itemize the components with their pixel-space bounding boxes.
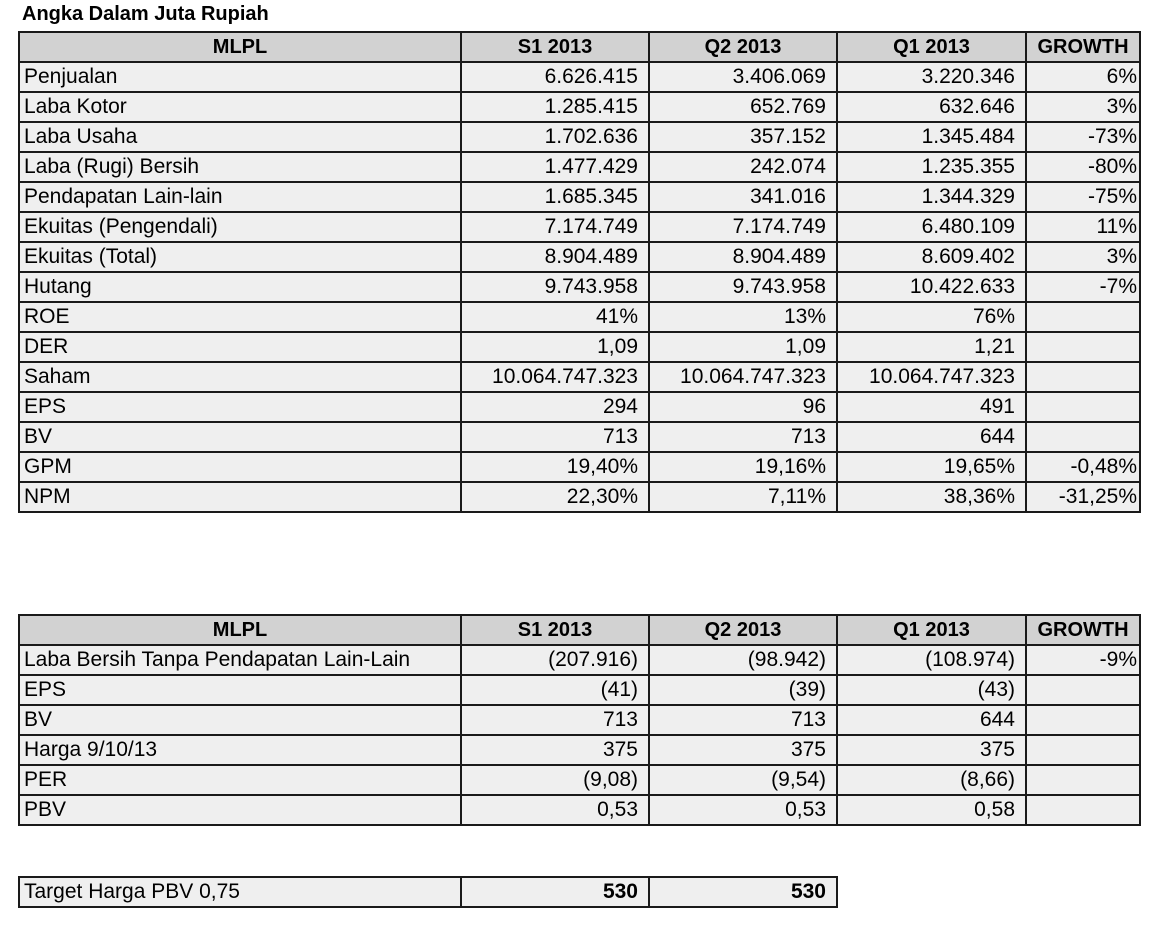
table-cell: 19,40% xyxy=(461,452,649,482)
table-cell xyxy=(1026,795,1140,825)
table-cell xyxy=(1026,422,1140,452)
table-cell: (41) xyxy=(461,675,649,705)
table-cell: 6.626.415 xyxy=(461,62,649,92)
table-cell xyxy=(1026,392,1140,422)
table-cell: 341.016 xyxy=(649,182,837,212)
valuation-table xyxy=(18,614,1141,826)
column-header: GROWTH xyxy=(1026,32,1140,62)
table-cell: 713 xyxy=(461,422,649,452)
table-cell xyxy=(1026,735,1140,765)
table-cell: -31,25% xyxy=(1026,482,1140,512)
row-label: PER xyxy=(19,765,461,795)
row-label: BV xyxy=(19,705,461,735)
row-label: DER xyxy=(19,332,461,362)
column-header: GROWTH xyxy=(1026,615,1140,645)
row-label: Laba Bersih Tanpa Pendapatan Lain-Lain xyxy=(19,645,461,675)
row-label: Ekuitas (Pengendali) xyxy=(19,212,461,242)
table-cell: 13% xyxy=(649,302,837,332)
row-label: Hutang xyxy=(19,272,461,302)
table-cell: -0,48% xyxy=(1026,452,1140,482)
table-cell: 1.285.415 xyxy=(461,92,649,122)
table-cell: (8,66) xyxy=(837,765,1026,795)
table-cell: 8.904.489 xyxy=(649,242,837,272)
table-row xyxy=(19,422,1140,452)
row-label: NPM xyxy=(19,482,461,512)
table-cell: 0,53 xyxy=(649,795,837,825)
table-cell: (98.942) xyxy=(649,645,837,675)
table-cell xyxy=(1026,705,1140,735)
table-cell: (43) xyxy=(837,675,1026,705)
table-cell: 10.064.747.323 xyxy=(837,362,1026,392)
row-label: Penjualan xyxy=(19,62,461,92)
table-row xyxy=(19,362,1140,392)
table-cell: 7,11% xyxy=(649,482,837,512)
table-row xyxy=(19,735,1140,765)
table-cell: 1.235.355 xyxy=(837,152,1026,182)
table-cell xyxy=(1026,302,1140,332)
table-cell: 96 xyxy=(649,392,837,422)
table-row xyxy=(19,212,1140,242)
column-header: Q1 2013 xyxy=(837,32,1026,62)
table-cell: 19,16% xyxy=(649,452,837,482)
table-cell: 19,65% xyxy=(837,452,1026,482)
target-price-row xyxy=(19,877,837,907)
row-label: EPS xyxy=(19,392,461,422)
table-cell: -73% xyxy=(1026,122,1140,152)
table-cell: 1.685.345 xyxy=(461,182,649,212)
target-price-label: Target Harga PBV 0,75 xyxy=(19,877,461,907)
table-row xyxy=(19,152,1140,182)
table-cell: 7.174.749 xyxy=(649,212,837,242)
table-cell xyxy=(1026,675,1140,705)
table-row xyxy=(19,452,1140,482)
column-header: S1 2013 xyxy=(461,615,649,645)
table-caption: Angka Dalam Juta Rupiah xyxy=(22,3,269,25)
row-label: Laba Kotor xyxy=(19,92,461,122)
table-cell: -80% xyxy=(1026,152,1140,182)
row-label: BV xyxy=(19,422,461,452)
row-label: PBV xyxy=(19,795,461,825)
row-label: EPS xyxy=(19,675,461,705)
table-cell: 22,30% xyxy=(461,482,649,512)
table-cell: 76% xyxy=(837,302,1026,332)
table-cell: (108.974) xyxy=(837,645,1026,675)
table-cell: 11% xyxy=(1026,212,1140,242)
header-row xyxy=(19,32,1140,62)
table-cell: 375 xyxy=(837,735,1026,765)
table-cell: -9% xyxy=(1026,645,1140,675)
row-label: Ekuitas (Total) xyxy=(19,242,461,272)
table-row xyxy=(19,62,1140,92)
column-header: Q2 2013 xyxy=(649,615,837,645)
target-price-s1: 530 xyxy=(461,877,649,907)
column-header: Q2 2013 xyxy=(649,32,837,62)
table-cell: 9.743.958 xyxy=(461,272,649,302)
table-cell: 9.743.958 xyxy=(649,272,837,302)
table-cell: 644 xyxy=(837,705,1026,735)
table-cell: 1,09 xyxy=(461,332,649,362)
row-label: Laba Usaha xyxy=(19,122,461,152)
header-row xyxy=(19,615,1140,645)
table-cell: 10.064.747.323 xyxy=(461,362,649,392)
table-row xyxy=(19,242,1140,272)
table-cell: 1,21 xyxy=(837,332,1026,362)
column-header: MLPL xyxy=(19,32,461,62)
table-cell: 491 xyxy=(837,392,1026,422)
table-cell: 1.702.636 xyxy=(461,122,649,152)
table-cell: 1.477.429 xyxy=(461,152,649,182)
table-cell: (39) xyxy=(649,675,837,705)
table-cell: -75% xyxy=(1026,182,1140,212)
row-label: Laba (Rugi) Bersih xyxy=(19,152,461,182)
table-cell: 375 xyxy=(461,735,649,765)
table-cell: 8.904.489 xyxy=(461,242,649,272)
table-row xyxy=(19,332,1140,362)
table-cell: 652.769 xyxy=(649,92,837,122)
row-label: Pendapatan Lain-lain xyxy=(19,182,461,212)
table-cell: 644 xyxy=(837,422,1026,452)
table-cell: (207.916) xyxy=(461,645,649,675)
row-label: GPM xyxy=(19,452,461,482)
table-row xyxy=(19,675,1140,705)
table-cell: (9,08) xyxy=(461,765,649,795)
table-cell xyxy=(1026,362,1140,392)
table-cell: 0,53 xyxy=(461,795,649,825)
table-cell: 242.074 xyxy=(649,152,837,182)
table-cell: (9,54) xyxy=(649,765,837,795)
table-cell xyxy=(1026,332,1140,362)
table-cell: 375 xyxy=(649,735,837,765)
table-cell: 294 xyxy=(461,392,649,422)
table-cell: 3% xyxy=(1026,242,1140,272)
table-row xyxy=(19,795,1140,825)
row-label: Harga 9/10/13 xyxy=(19,735,461,765)
table-row xyxy=(19,122,1140,152)
row-label: Saham xyxy=(19,362,461,392)
table-cell: 7.174.749 xyxy=(461,212,649,242)
table-cell: 713 xyxy=(649,422,837,452)
table-cell: 713 xyxy=(649,705,837,735)
table-row xyxy=(19,482,1140,512)
table-cell: -7% xyxy=(1026,272,1140,302)
table-cell: 6% xyxy=(1026,62,1140,92)
table-cell: 0,58 xyxy=(837,795,1026,825)
table-row xyxy=(19,645,1140,675)
table-row xyxy=(19,302,1140,332)
table-cell: 713 xyxy=(461,705,649,735)
table-row xyxy=(19,92,1140,122)
table-row xyxy=(19,765,1140,795)
table-cell: 1.344.329 xyxy=(837,182,1026,212)
target-price-q2: 530 xyxy=(649,877,837,907)
table-row xyxy=(19,272,1140,302)
table-cell: 3% xyxy=(1026,92,1140,122)
table-cell: 3.220.346 xyxy=(837,62,1026,92)
table-cell: 357.152 xyxy=(649,122,837,152)
column-header: S1 2013 xyxy=(461,32,649,62)
table-cell: 1.345.484 xyxy=(837,122,1026,152)
table-cell: 6.480.109 xyxy=(837,212,1026,242)
table-cell: 3.406.069 xyxy=(649,62,837,92)
financial-summary-table xyxy=(18,31,1141,513)
table-cell: 10.064.747.323 xyxy=(649,362,837,392)
row-label: ROE xyxy=(19,302,461,332)
table-cell: 8.609.402 xyxy=(837,242,1026,272)
table-cell: 632.646 xyxy=(837,92,1026,122)
table-cell xyxy=(1026,765,1140,795)
column-header: Q1 2013 xyxy=(837,615,1026,645)
column-header: MLPL xyxy=(19,615,461,645)
table-row xyxy=(19,705,1140,735)
table-cell: 10.422.633 xyxy=(837,272,1026,302)
table-row xyxy=(19,392,1140,422)
table-cell: 38,36% xyxy=(837,482,1026,512)
table-cell: 41% xyxy=(461,302,649,332)
table-cell: 1,09 xyxy=(649,332,837,362)
table-row xyxy=(19,182,1140,212)
target-price-table xyxy=(18,876,838,908)
